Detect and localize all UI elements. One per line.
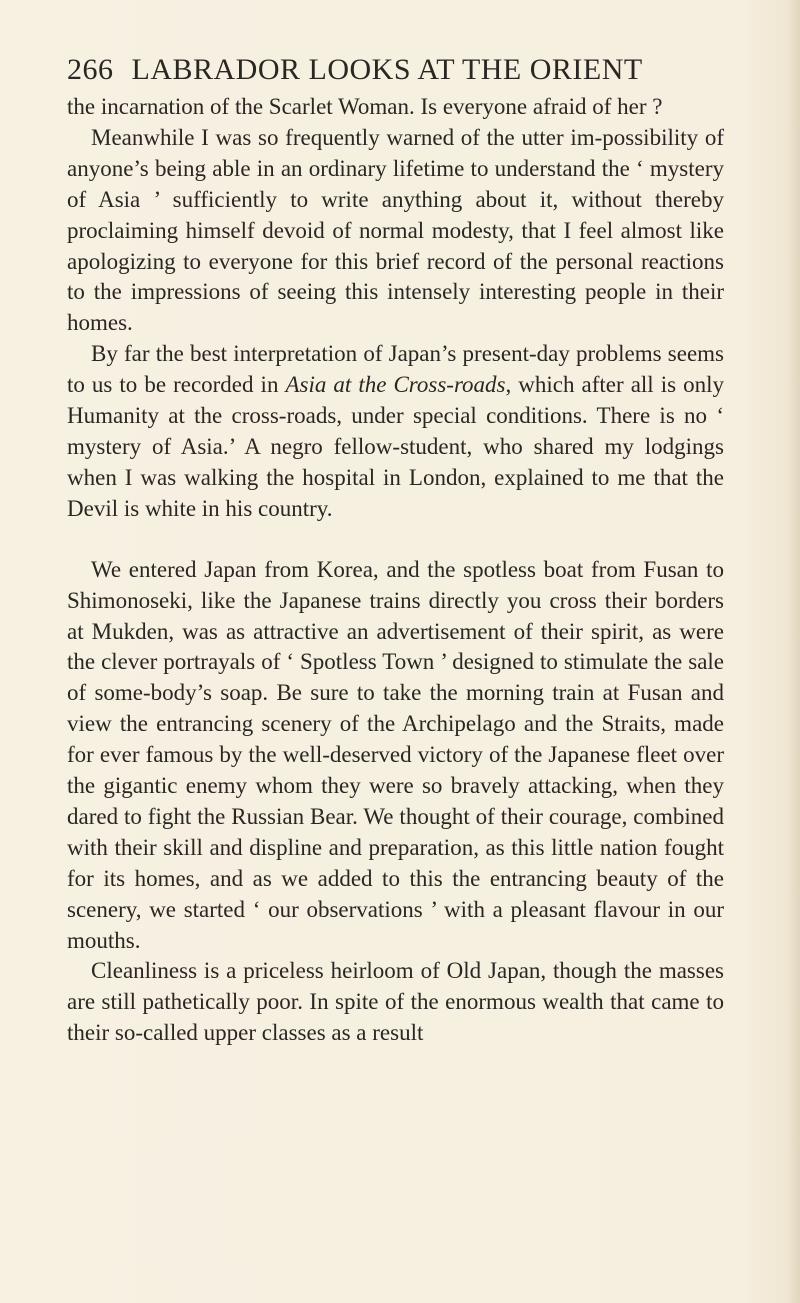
running-title: LABRADOR LOOKS AT THE ORIENT <box>131 53 643 86</box>
paragraph-interpretation <box>67 339 724 524</box>
running-header <box>67 50 707 90</box>
paragraph-text: Cleanliness is a priceless heirloom of Old Japan, though the masses are still pathetically poor. In spite of the enormous wealth that came to their so-called upper classes as a result <box>67 958 724 1046</box>
paragraph-meanwhile <box>67 123 724 339</box>
paragraph-cleanliness <box>67 956 724 1049</box>
page-number: 266 <box>67 53 114 86</box>
paragraph-text: By far the best interpretation of Japan’s present-day problems seems to us to be recorded in <box>67 341 724 398</box>
paragraph-text: Meanwhile I was so frequently warned of the utter im-possibility of anyone’s being able in an ordinary lifetime to understand the ‘ mystery of Asia ’ sufficiently to write anything about it, without thereby proclaiming himself devoid of normal modesty, that I feel almost like apologizing to everyone for this brief record of the personal reactions to the impressions of seeing this intensely interesting people in their homes. <box>67 124 724 336</box>
paragraph-text: the incarnation of the Scarlet Woman. Is everyone afraid of her ? <box>67 94 663 119</box>
paragraph-text: , which after all is only Humanity at the cross-roads, under special conditions. There is no ‘ mystery of Asia.’ A negro fellow-student, who shared my lodgings when I was walking the hospital in London, explained to me that the Devil is white in his country. <box>67 372 724 521</box>
paragraph-entered-japan <box>67 555 724 957</box>
page-edge-shadow <box>786 0 800 1303</box>
paragraph-text: We entered Japan from Korea, and the spotless boat from Fusan to Shimonoseki, like the Japanese trains directly you cross their borders at Mukden, was as attractive an advertisement of their spirit, as were the clever portrayals of ‘ Spotless Town ’ designed to stimulate the sale of some-body’s soap. Be sure to take the morning train at Fusan and view the entrancing scenery of the Archipelago and the Straits, made for ever famous by the well-deserved victory of the Japanese fleet over the gigantic enemy whom they were so bravely attacking, when they dared to fight the Russian Bear. We thought of their courage, combined with their skill and displine and preparation, as this little nation fought for its homes, and as we added to this the entrancing beauty of the scenery, we started ‘ our observations ’ with a pleasant flavour in our mouths. <box>67 556 724 953</box>
body-text <box>67 92 724 1049</box>
paragraph-continuation <box>67 92 724 123</box>
book-title-italic: Asia at the Cross-roads <box>285 372 506 398</box>
